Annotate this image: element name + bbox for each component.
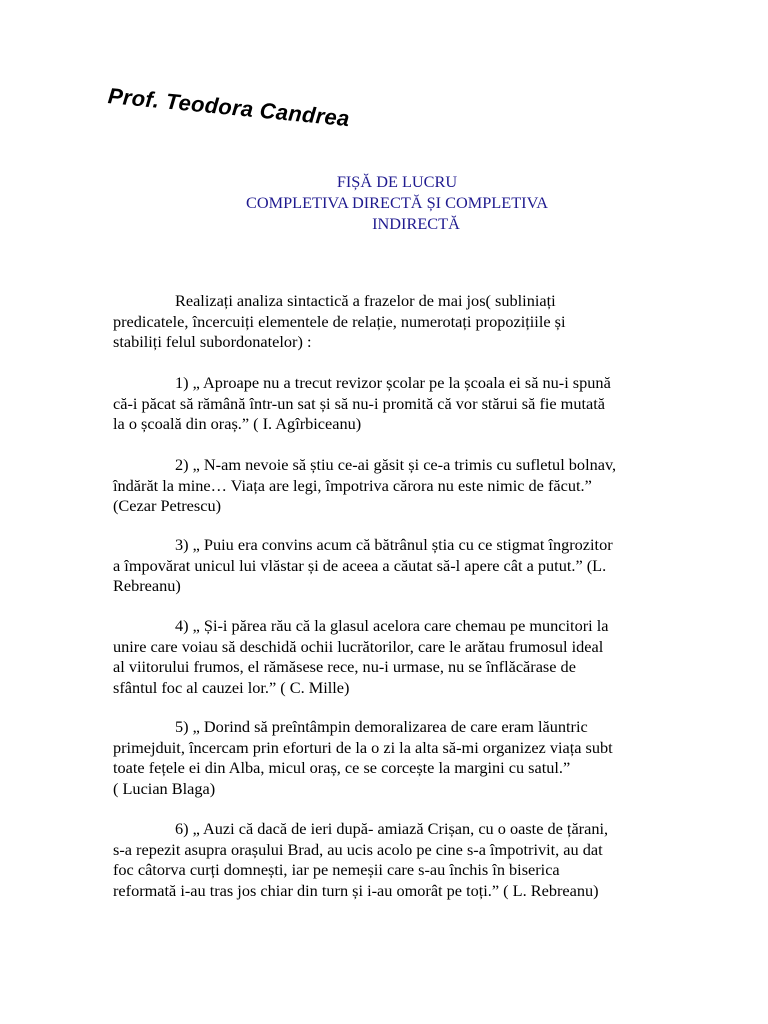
exercise-line: reformată i-au tras jos chiar din turn și i-au omorât pe toți.” ( L. Rebreanu) xyxy=(113,880,599,900)
exercise-1 xyxy=(113,373,658,435)
exercise-line: 3) „ Puiu era convins acum că bătrânul știa cu ce stigmat îngrozitor xyxy=(175,535,613,554)
exercise-line: ( Lucian Blaga) xyxy=(113,778,216,798)
exercise-2 xyxy=(113,455,658,517)
instruction-line: Realizați analiza sintactică a frazelor de mai jos( subliniați xyxy=(175,291,556,310)
worksheet-title xyxy=(0,171,768,234)
exercise-6 xyxy=(113,819,658,901)
exercise-line: 2) „ N-am nevoie să știu ce-ai găsit și ce-a trimis cu sufletul bolnav, xyxy=(175,455,617,474)
exercise-4 xyxy=(113,616,658,698)
exercise-line: 5) „ Dorind să preîntâmpin demoralizarea de care eram lăuntric xyxy=(175,717,588,736)
exercise-line: unire care voiau să deschidă ochii lucrătorilor, care le arătau frumosul ideal xyxy=(113,636,604,656)
exercise-line: toate fețele ei din Alba, micul oraș, ce se corcește la margini cu satul.” xyxy=(113,758,571,778)
exercise-line: la o școală din oraș.” ( I. Agîrbiceanu) xyxy=(113,414,362,434)
title-line-3: INDIRECTĂ xyxy=(372,214,460,233)
exercise-line: a împovărat unicul lui vlăstar și de aceea a căutat să-l apere cât a putut.” (L. xyxy=(113,555,607,575)
title-line-2: COMPLETIVA DIRECTĂ ȘI COMPLETIVA xyxy=(246,193,548,212)
exercise-line: îndărăt la mine… Viața are legi, împotriva cărora nu este nimic de făcut.” xyxy=(113,475,592,495)
exercise-line: al viitorului frumos, el rămăsese rece, nu-i urmase, nu se înflăcărase de xyxy=(113,657,576,677)
title-line-1: FIȘĂ DE LUCRU xyxy=(336,172,458,191)
exercise-line: Rebreanu) xyxy=(113,576,181,596)
exercise-line: 1) „ Aproape nu a trecut revizor școlar pe la școala ei să nu-i spună xyxy=(175,373,611,392)
instruction-line: stabiliți felul subordonatelor) : xyxy=(113,332,312,352)
instruction-paragraph xyxy=(113,291,658,353)
author-wordart: Prof. Teodora Candrea xyxy=(106,83,351,132)
exercise-line: 6) „ Auzi că dacă de ieri după- amiază Crișan, cu o oaste de țărani, xyxy=(175,819,609,838)
exercise-line: foc câtorva curți domnești, iar pe nemeșii care s-au închis în biserica xyxy=(113,860,560,880)
exercise-line: 4) „ Și-i părea rău că la glasul acelora care chemau pe muncitori la xyxy=(175,616,609,635)
exercise-line: sfântul foc al cauzei lor.” ( C. Mille) xyxy=(113,677,350,697)
exercise-line: s-a repezit asupra orașului Brad, au ucis acolo pe cine s-a împotrivit, au dat xyxy=(113,839,603,859)
instruction-line: predicatele, încercuiți elementele de relație, numerotați propozițiile și xyxy=(113,311,566,331)
exercise-line: primejduit, încercam prin eforturi de la o zi la alta să-mi organizez viața subt xyxy=(113,737,613,757)
exercise-line: că-i păcat să rămână într-un sat și să nu-i promită că vor stărui să fie mutată xyxy=(113,393,605,413)
exercise-5 xyxy=(113,717,658,799)
exercise-3 xyxy=(113,535,658,597)
exercise-line: (Cezar Petrescu) xyxy=(113,496,222,516)
